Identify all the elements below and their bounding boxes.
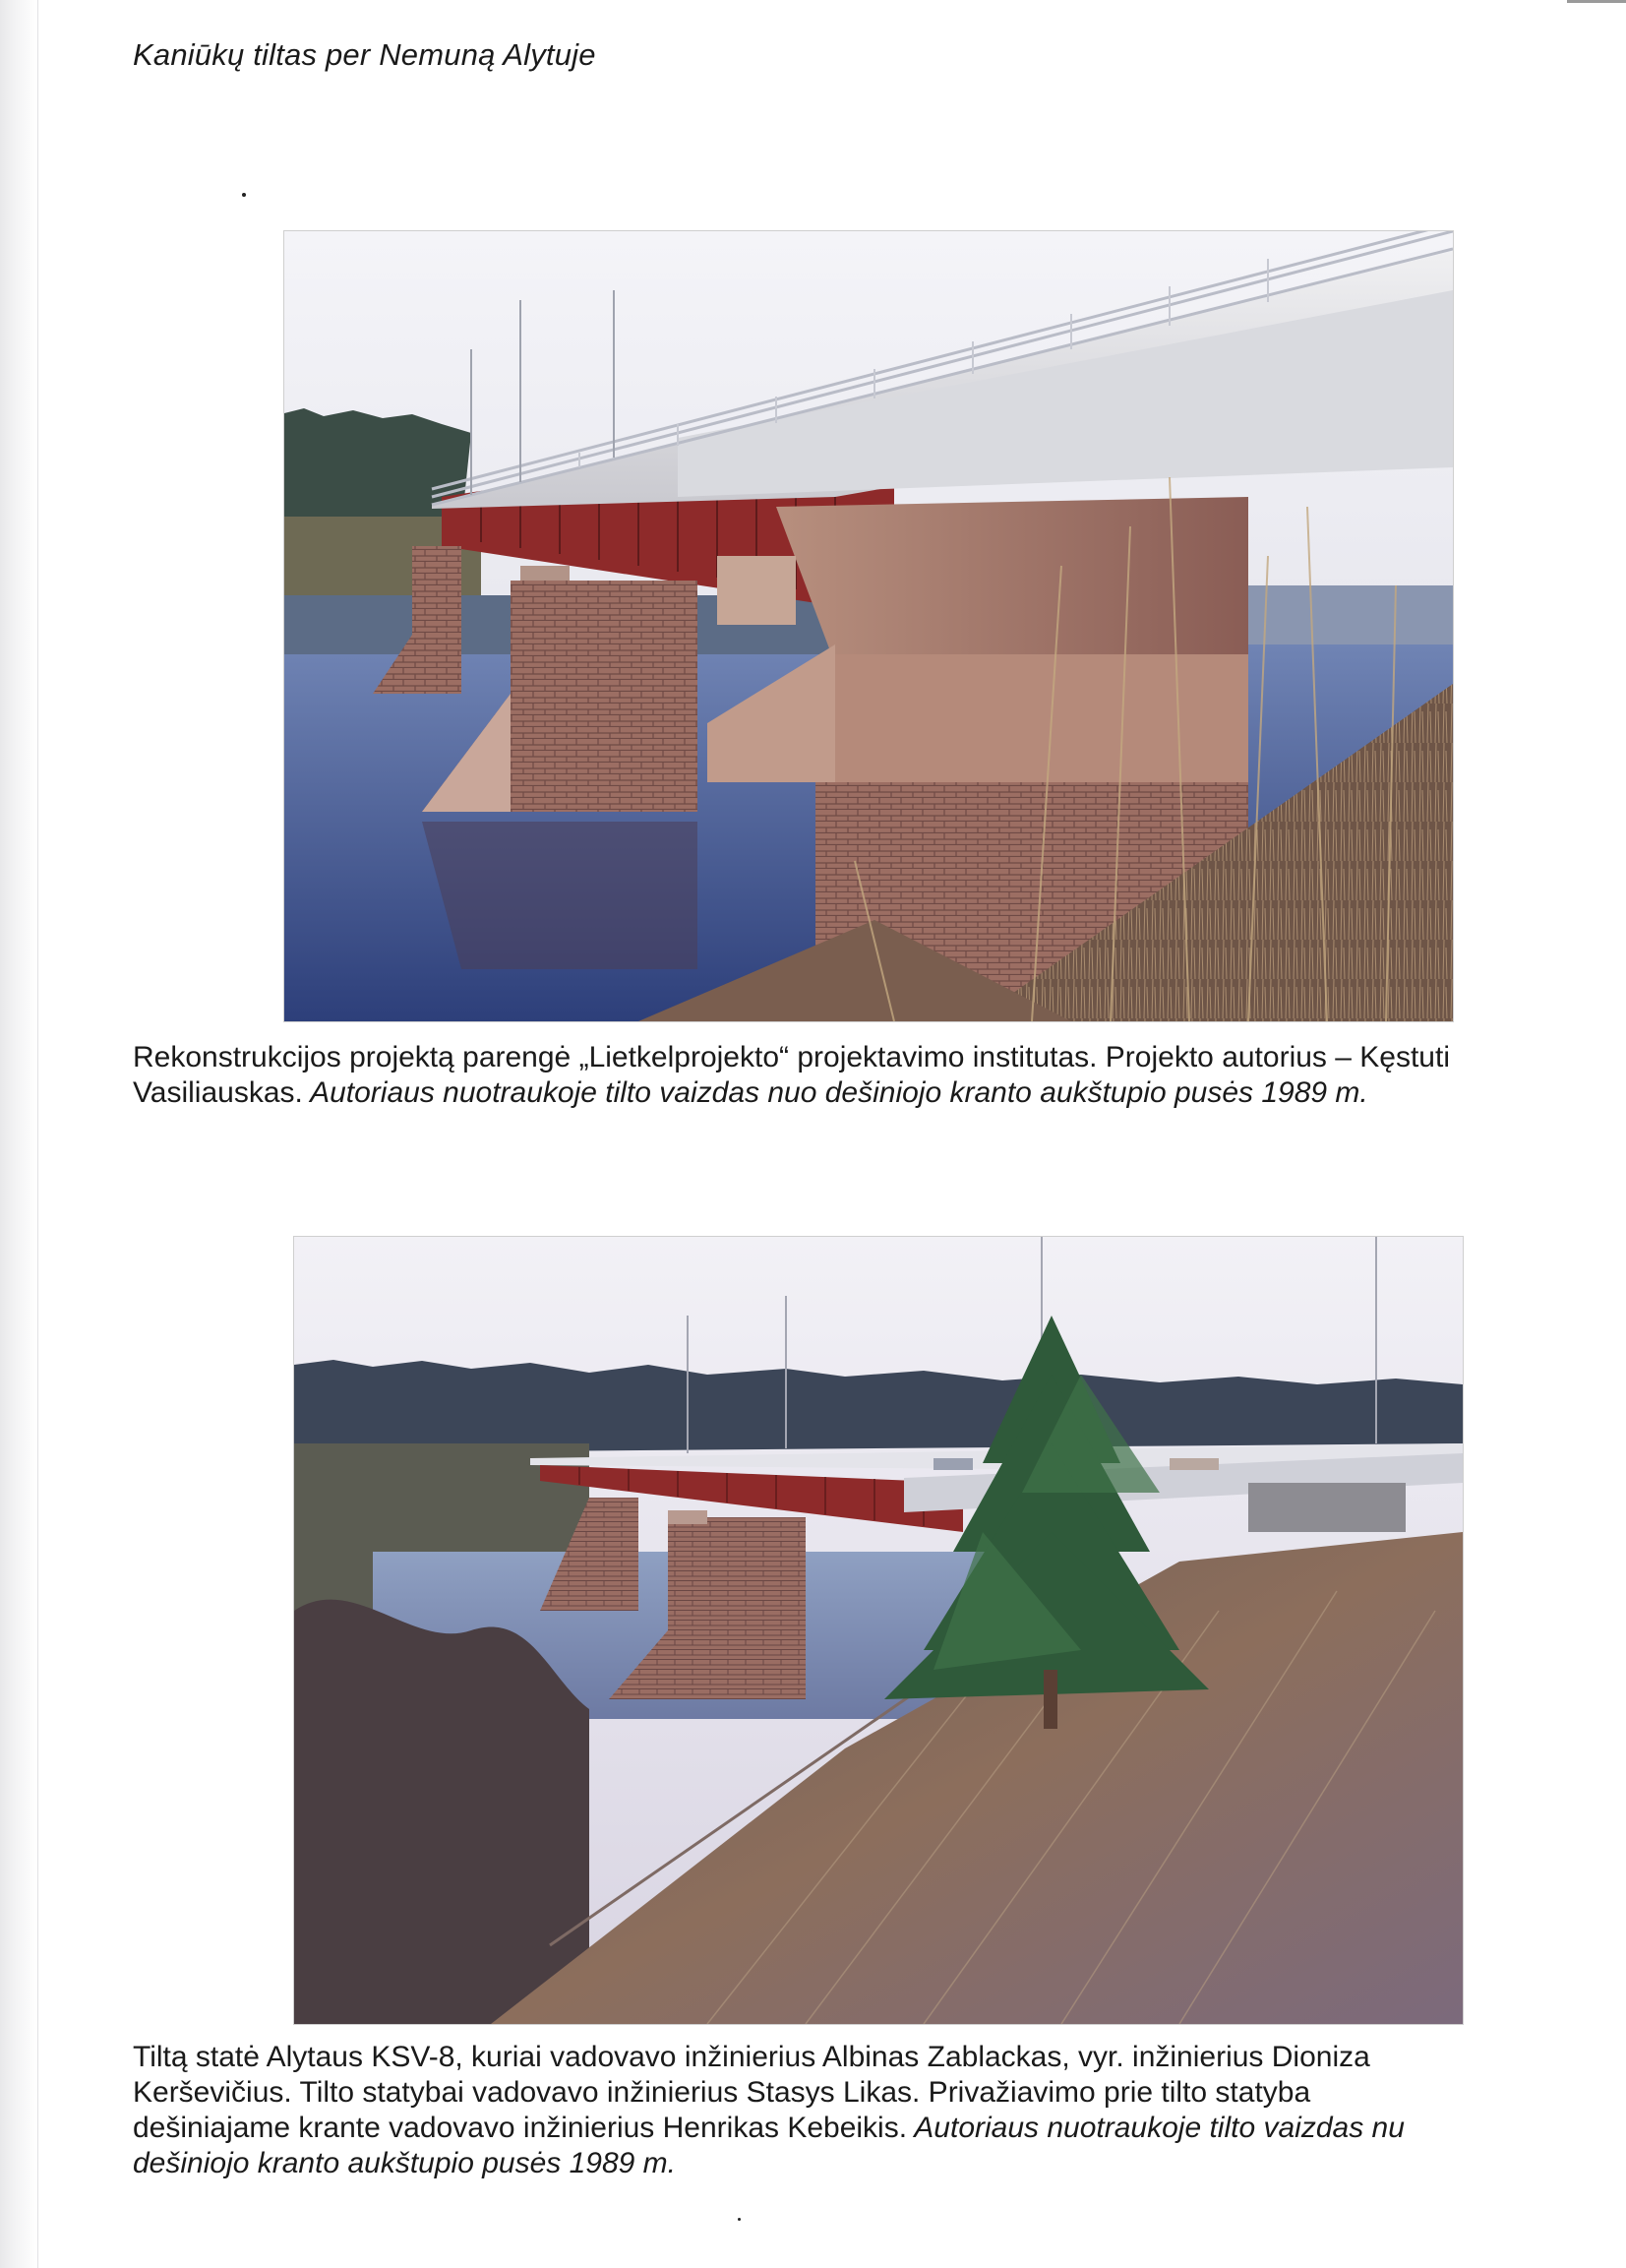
photo-2-caption-line-4 <box>133 2146 1626 2181</box>
scan-speck <box>738 2218 741 2221</box>
photo-2-caption-line-2: Kerševičius. Tilto statybai vadovavo inžinierius Stasys Likas. Privažiavimo prie tilto statyba <box>133 2076 1311 2109</box>
caption-text-italic: Autoriaus nuotraukoje tilto vaizdas nu <box>907 2112 1405 2144</box>
photo-1-caption <box>133 1040 1626 1111</box>
photo-1-caption-line-2 <box>133 1075 1626 1111</box>
caption-text-italic: Autoriaus nuotraukoje tilto vaizdas nuo dešiniojo kranto aukštupio pusės 1989 m. <box>302 1076 1368 1109</box>
photo-2-caption-line-3 <box>133 2111 1626 2146</box>
photo-2-caption <box>133 2040 1626 2181</box>
caption-text-italic: dešiniojo kranto aukštupio pusės 1989 m. <box>133 2147 677 2179</box>
photo-2-caption-line-1: Tiltą statė Alytaus KSV-8, kuriai vadovavo inžinierius Albinas Zablackas, vyr. inžinierius Dioniza <box>133 2041 1370 2073</box>
photo-1-caption-line-1: Rekonstrukcijos projektą parengė „Lietkelprojekto“ projektavimo institutas. Projekto autorius – Kęstuti <box>133 1041 1450 1073</box>
bridge-photo-bank-view <box>294 1237 1463 2024</box>
scan-speck <box>242 193 246 197</box>
scan-corner-mark <box>1567 0 1626 3</box>
bridge-photo-1-art <box>284 231 1453 1021</box>
page-header: Kaniūkų tiltas per Nemuną Alytuje <box>133 37 596 72</box>
bridge-photo-upstream-view <box>284 231 1453 1021</box>
bridge-photo-2-art <box>294 1237 1463 2024</box>
caption-text-plain: Vasiliauskas. <box>133 1076 303 1109</box>
scan-left-edge <box>0 0 38 2268</box>
caption-text-plain: dešiniajame krante vadovavo inžinierius Henrikas Kebeikis. <box>133 2112 908 2144</box>
